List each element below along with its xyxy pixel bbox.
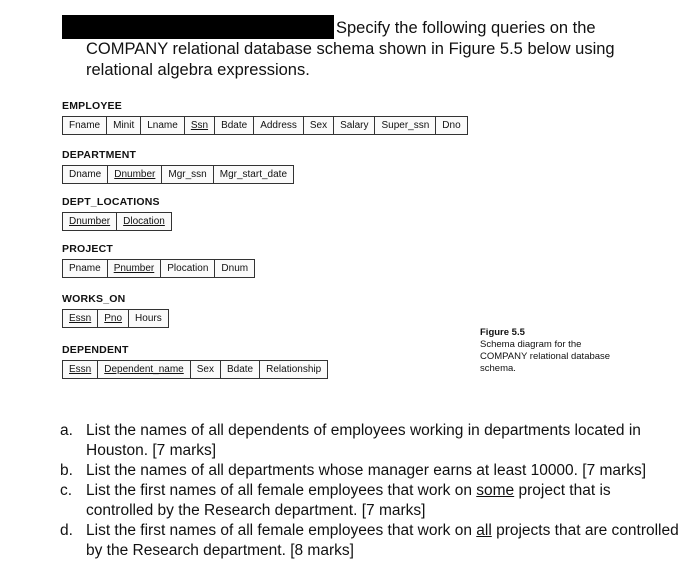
relation-name: WORKS_ON <box>62 293 126 305</box>
key-attribute-cell: Essn <box>63 310 98 327</box>
question-text-post: project that is controlled by the Research department. [7 marks] <box>86 482 611 519</box>
relation-name: EMPLOYEE <box>62 100 122 112</box>
question-letter: d. <box>60 522 73 539</box>
attribute-cell: Plocation <box>161 260 215 277</box>
question-text: List the names of all departments whose manager earns at least 10000. [7 marks] <box>86 462 647 479</box>
attribute-cell: Sex <box>191 361 221 378</box>
figure-caption-text: Schema diagram for the COMPANY relational database schema. <box>480 339 611 374</box>
relation-name: DEPARTMENT <box>62 149 137 161</box>
attribute-row <box>62 165 294 184</box>
intro-line-2: COMPANY relational database schema shown in Figure 5.5 below using <box>86 40 615 58</box>
attribute-cell: Salary <box>334 117 375 134</box>
relation-name: DEPT_LOCATIONS <box>62 196 160 208</box>
intro-line-3: relational algebra expressions. <box>86 61 310 79</box>
attribute-cell: Address <box>254 117 304 134</box>
question-text <box>86 481 680 521</box>
question-list <box>60 421 680 561</box>
question-emphasis: all <box>476 522 492 539</box>
attribute-cell: Minit <box>107 117 141 134</box>
question-text-post: projects that are controlled by the Research department. [8 marks] <box>86 522 679 559</box>
attribute-cell: Dnum <box>221 263 249 274</box>
question-b <box>60 461 680 481</box>
question-emphasis: some <box>476 482 515 499</box>
attribute-cell: Super_ssn <box>375 117 436 134</box>
relation-name: PROJECT <box>62 243 113 255</box>
attribute-cell: Sex <box>304 117 334 134</box>
attribute-cell: Relationship <box>266 364 322 375</box>
relation-department <box>62 149 294 184</box>
intro-line-1: Specify the following queries on the <box>336 19 596 37</box>
relation-name: DEPENDENT <box>62 344 129 356</box>
question-text: List the names of all dependents of employees working in departments located in Houston. [7 marks] <box>86 422 641 459</box>
relation-dept-locations <box>62 196 172 231</box>
question-c <box>60 481 680 521</box>
intro-text <box>86 18 686 81</box>
relation-employee <box>62 100 468 135</box>
question-d <box>60 521 680 561</box>
key-attribute-cell: Dnumber <box>108 166 162 183</box>
key-attribute-cell: Essn <box>63 361 98 378</box>
key-attribute-cell: Dlocation <box>123 216 165 227</box>
attribute-cell: Mgr_ssn <box>162 166 213 183</box>
relation-works-on <box>62 293 169 328</box>
question-text-pre: List the first names of all female employees that work on <box>86 522 477 539</box>
key-attribute-cell: Ssn <box>185 117 215 134</box>
attribute-row <box>62 212 172 231</box>
figure-title: Figure 5.5 <box>480 327 525 338</box>
question-text <box>86 521 680 561</box>
question-letter: a. <box>60 422 73 439</box>
question-letter: b. <box>60 462 73 479</box>
relation-dependent <box>62 344 328 379</box>
relation-project <box>62 243 255 278</box>
attribute-cell: Dname <box>63 166 108 183</box>
attribute-cell: Hours <box>135 313 162 324</box>
attribute-row <box>62 360 328 379</box>
key-attribute-cell: Dnumber <box>63 213 117 230</box>
attribute-cell: Dno <box>442 120 461 131</box>
question-text-pre: List the first names of all female employees that work on <box>86 482 477 499</box>
key-attribute-cell: Pnumber <box>108 260 162 277</box>
attribute-cell: Pname <box>63 260 108 277</box>
attribute-row <box>62 259 255 278</box>
attribute-cell: Fname <box>63 117 107 134</box>
figure-caption <box>480 327 630 375</box>
attribute-cell: Mgr_start_date <box>219 169 288 180</box>
question-letter: c. <box>60 482 73 499</box>
attribute-cell: Bdate <box>221 361 260 378</box>
key-attribute-cell: Dependent_name <box>98 361 191 378</box>
attribute-cell: Lname <box>141 117 185 134</box>
attribute-row <box>62 116 468 135</box>
question-a <box>60 421 680 461</box>
attribute-row <box>62 309 169 328</box>
key-attribute-cell: Pno <box>98 310 129 327</box>
attribute-cell: Bdate <box>215 117 254 134</box>
